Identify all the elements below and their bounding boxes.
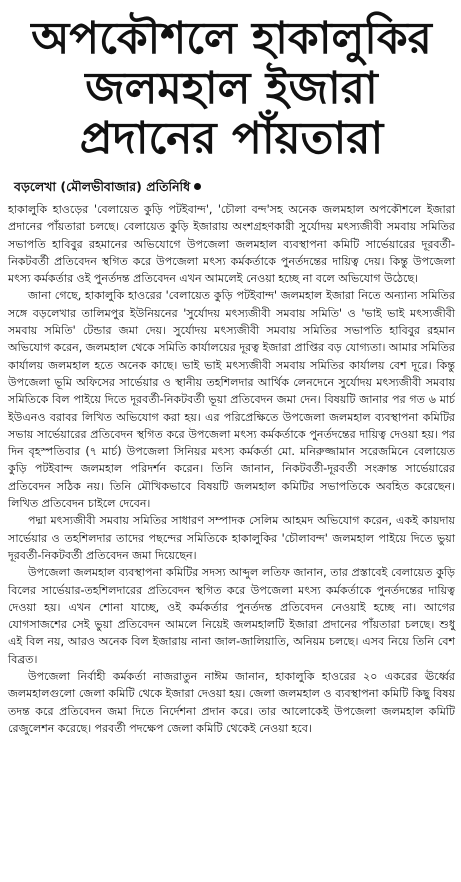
paragraph-4: উপজেলা জলমহাল ব্যবস্থাপনা কমিটির সদস্য আব্দুল লতিফ জানান, তার প্রস্তাবেই বেলায়েত কুড়ি বিলের সার্ভেয়ার-তহশিলদারের প্রতিবেদন স্থগিত করে উপজেলা মৎস্য কর্মকর্তাকে পুনর্তদন্তের দায়িত্ব দেওয়া হয়। এখন শোনা যাচ্ছে, ওই কর্মকর্তার পুনর্তদন্ত প্রতিবেদন নেওয়াই হচ্ছে না। আগের যোগসাজশের সেই ভুয়া প্রতিবেদন আমলে নিয়েই জলমহালটি ইজারা প্রদানের পাঁয়তারা চলছে। শুধু এই বিল নয়, আরও অনেক বিল ইজারায় নানা জাল-জালিয়াতি, অনিয়ম চলছে। এসব নিয়ে তিনি বেশ বিব্রত। — [8, 566, 455, 666]
bullet-dot-icon — [194, 183, 201, 190]
byline-row — [8, 176, 455, 201]
headline-line-1: অপকৌশলে হাকালুকির — [31, 13, 432, 64]
paragraph-1: হাকালুকি হাওড়ের 'বেলায়েত কুড়ি পটইবান্দ', 'চৌলা বন্দ'সহ অনেক জলমহাল অপকৌশলে ইজারা প্রদানের পাঁয়তারা চলছে। বেলায়েত কুড়ি ইজারায় অংশগ্রহণকারী সুর্যোদয় মৎস্যজীবী সমবায় সমিতির সভাপতি হাবিবুর রহমানের অভিযোগে উপজেলা জলমহাল ব্যবস্থাপনা কমিটি সার্ভেয়ারের দূরবর্তী-নিকটবর্তী প্রতিবেদন স্থগিত করে উপজেলা মৎস্য কর্মকর্তাকে পুনর্তদন্তের দায়িত্ব দেয়। কিন্তু উপজেলা মৎস্য কর্মকর্তার ওই পুনর্তদন্ত প্রতিবেদন এখন আমলেই নেওয়া হচ্ছে না বলে অভিযোগ উঠেছে। — [8, 203, 455, 286]
paragraph-3: পদ্মা মৎস্যজীবী সমবায় সমিতির সাধারণ সম্পাদক সেলিম আহমদ অভিযোগ করেন, একই কায়দায় সার্ভেয়ার ও তহশিলদার তাদের পছন্দের সমিতিকে হাকালুকির 'চৌলাবন্দ' জলমহাল পাইয়ে দিতে ভুয়া দূরবর্তী-নিকটবর্তী প্রতিবেদন জমা দিয়েছেন। — [8, 514, 455, 562]
article-headline — [8, 14, 455, 164]
headline-line-2: জলমহাল ইজারা — [85, 63, 378, 114]
headline-line-3: প্রদানের পাঁয়তারা — [79, 113, 384, 164]
paragraph-2: জানা গেছে, হাকালুকি হাওরের 'বেলায়েত কুড়ি পটইবান্দ' জলমহাল ইজারা নিতে অন্যান্য সমিতির সঙ্গে বড়লেখার তালিমপুর ইউনিয়নের 'সুর্যোদয় মৎস্যজীবী সমবায় সমিতি' ও 'ভাই ভাই মৎস্যজীবী সমবায় সমিতি' টেন্ডার জমা দেয়। সুর্যোদয় মৎস্যজীবী সমবায় সমিতির সভাপতি হাবিবুর রহমান অভিযোগ করেন, জলমহাল থেকে সমিতি কার্যালয়ের দূরত্ব ইজারা প্রাপ্তির বড় যোগ্যতা। আমার সমিতির কার্যালয় জলমহাল হতে অনেক কাছে। ভাই ভাই মৎস্যজীবী সমবায় সমিতির কার্যালয় বেশ দূরে। কিন্তু উপজেলা ভূমি অফিসের সার্ভেয়ার ও স্থানীয় তহশিলদার আর্থিক লেনদেনে সুর্যোদয় মৎস্যজীবী সমবায় সমিতিকে বিল পাইয়ে দিতে দূরবর্তী-নিকটবর্তী ভূয়া প্রতিবেদন জমা দেন। বিষয়টি জানার পর গত ৬ মার্চ ইউএনও বরাবর লিখিত অভিযোগ করা হয়। এর পরিপ্রেক্ষিতে উপজেলা জলমহাল ব্যবস্থাপনা কমিটির সভায় সার্ভেয়ারের প্রতিবেদন স্থগিত করে উপজেলা মৎস্য কর্মকর্তাকে পুনর্তদন্তের দায়িত্ব দেওয়া হয়। পর দিন বৃহস্পতিবার (৭ মার্চ) উপজেলা সিনিয়র মৎস্য কর্মকর্তা মো. মনিরুজ্জামান সরেজমিনে বেলায়েত কুড়ি পটইবান্দ জলমহাল পরিদর্শন করেন। তিনি জানান, নিকটবর্তী-দূরবর্তী সংক্রান্ত সার্ভেয়ারের প্রতিবেদন সঠিক নয়। তিনি মৌখিকভাবে বিষয়টি জলমহাল কমিটির সভাপতিকে অবহিত করেছেন। লিখিত প্রতিবেদন চাইলে দেবেন। — [8, 289, 455, 511]
article-body — [8, 201, 455, 737]
paragraph-5: উপজেলা নির্বাহী কর্মকর্তা নাজরাতুন নাঈম জানান, হাকালুকি হাওরের ২০ একরের ঊর্ধ্বের জলমহালগুলো জেলা কমিটি থেকে ইজারা দেওয়া হয়। জেলা জলমহাল ও ব্যবস্থাপনা কমিটি কিছু বিষয় তদন্ত করে প্রতিবেদন জমা দিতে নির্দেশনা প্রদান করে। তার আলোকেই উপজেলা জলমহাল কমিটি রেজুলেশন করেছে। পরবর্তী পদক্ষেপ জেলা কমিটি থেকেই নেওয়া হবে। — [8, 670, 455, 735]
byline: বড়লেখা (মৌলভীবাজার) প্রতিনিধি — [14, 179, 191, 194]
